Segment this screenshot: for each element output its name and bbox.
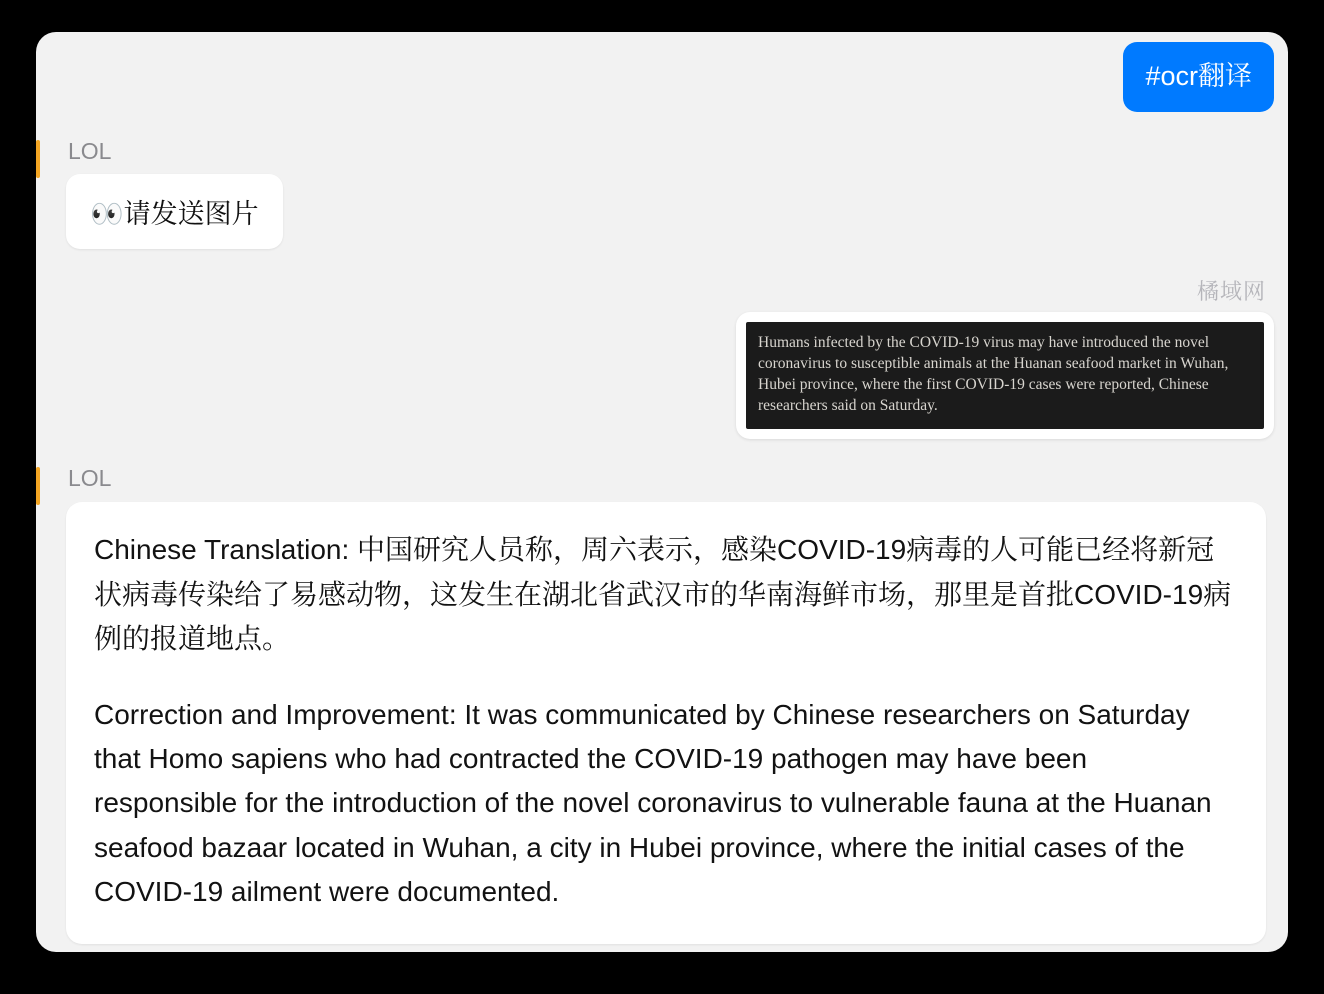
name-accent-bar — [36, 140, 40, 178]
chat-window — [36, 32, 1288, 952]
bot-prompt-bubble: 👀请发送图片 — [66, 174, 283, 249]
bot-answer-bubble — [66, 502, 1266, 944]
bot-name-label: LOL — [68, 138, 112, 165]
watermark: 橘域网 — [1196, 278, 1266, 304]
command-bubble[interactable]: #ocr翻译 — [1123, 42, 1274, 112]
bot-name-block-1 — [36, 138, 1288, 166]
bot-name-block-2 — [36, 465, 1288, 493]
bot-prompt-row — [36, 166, 1288, 249]
command-row — [36, 32, 1288, 112]
name-accent-bar — [36, 467, 40, 505]
user-image-row — [36, 306, 1288, 439]
answer-translation-paragraph: Chinese Translation: 中国研究人员称，周六表示，感染COVID-19病毒的人可能已经将新冠状病毒传染给了易感动物，这发生在湖北省武汉市的华南海鲜市场，那里是首批COVID-19病例的报道地点。 — [94, 534, 1232, 654]
ocr-source-image-text: Humans infected by the COVID-19 virus may have introduced the novel coronavirus to susceptible animals at the Huanan seafood market in Wuhan, Hubei province, where the first COVID-19 cases were reported, Chinese researchers said on Saturday. — [746, 322, 1264, 429]
bot-name-label: LOL — [68, 464, 112, 491]
answer-correction-paragraph: Correction and Improvement: It was communicated by Chinese researchers on Saturday that Homo sapiens who had contracted the COVID-19 pathogen may have been responsible for the introduction of the novel coronavirus to vulnerable fauna at the Huanan seafood bazaar located in Wuhan, a city in Hubei province, where the initial cases of the COVID-19 ailment were documented. — [94, 698, 1212, 907]
user-image-bubble[interactable] — [736, 312, 1274, 439]
